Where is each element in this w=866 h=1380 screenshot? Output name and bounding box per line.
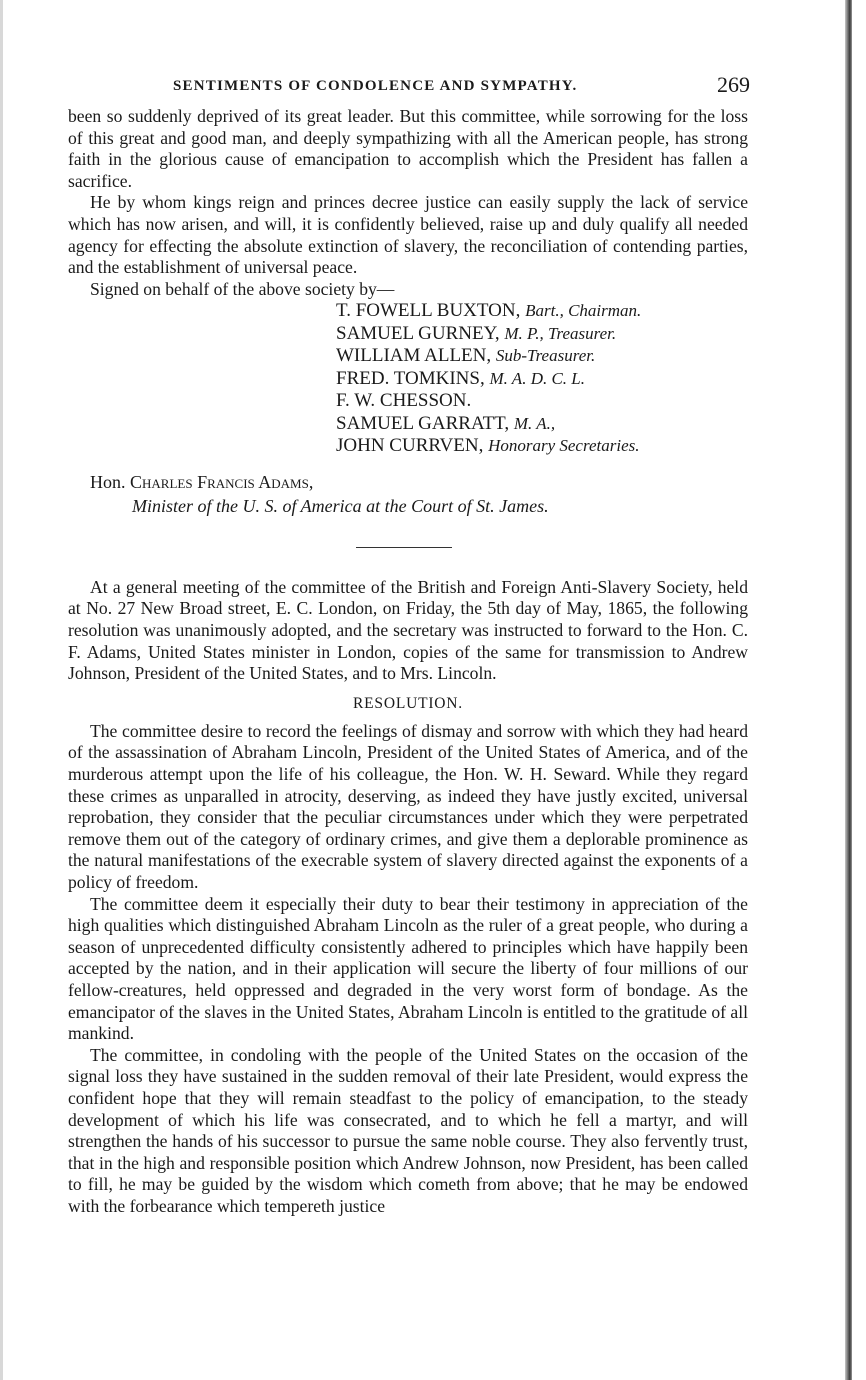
signatory-title: M. A.,	[513, 413, 556, 433]
signatory	[336, 323, 748, 346]
signatory	[336, 368, 748, 391]
signed-line: Signed on behalf of the above society by—	[90, 278, 395, 299]
recipient-prefix: Hon.	[90, 471, 126, 492]
section-divider	[356, 547, 452, 548]
resolution-heading: RESOLUTION.	[353, 694, 463, 712]
book-spine-edge	[845, 0, 852, 1380]
resolution-paragraph: The committee, in condoling with the people of the United States on the occasion of the signal loss they have sustained in the sudden removal of their late President, would express the confident hope that they will remain steadfast to the policy of emancipation, to the steady development of which his life was consecrated, and to which he fell a martyr, and will strengthen the hands of his successor to pursue the same noble course. They also fervently trust, that in the high and responsible position which Andrew Johnson, now President, has been called to fill, he may be guided by the wisdom which cometh from above; that he may be endowed with the forbearance which tempereth justice	[68, 1044, 748, 1216]
recipient-title: Minister of the U. S. of America at the Court of St. James.	[132, 495, 549, 516]
signatory-name: SAMUEL GURNEY,	[336, 322, 500, 344]
resolution-paragraph: The committee desire to record the feelings of dismay and sorrow with which they had heard of the assassination of Abraham Lincoln, President of the United States of America, and of the murderous attempt upon the life of his colleague, the Hon. W. H. Seward. While they regard these crimes as unparalled in atrocity, deserving, as indeed they have justly excited, universal reprobation, they consider that the peculiar circumstances under which they were perpetrated remove them out of the category of ordinary crimes, and give them a deplorable prominence as the natural manifestations of the execrable system of slavery directed against the exponents of a policy of freedom.	[68, 720, 748, 892]
signatory	[336, 413, 748, 436]
signatory	[336, 390, 748, 413]
resolution-paragraph: The committee deem it especially their duty to bear their testimony in appreciation of the high qualities which distinguished Abraham Lincoln as the ruler of a great people, who during a season of unprecedented difficulty consistently adhered to principles which have happily been accepted by the nation, and in their application will secure the liberty of four millions of our fellow-creatures, held oppressed and degraded in the very worst form of bondage. As the emancipator of the slaves in the United States, Abraham Lincoln is entitled to the gratitude of all mankind.	[68, 893, 748, 1044]
signatory-title: Bart., Chairman.	[525, 301, 642, 321]
meeting-intro: At a general meeting of the committee of the British and Foreign Anti-Slavery Society, held at No. 27 New Broad street, E. C. London, on Friday, the 5th day of May, 1865, the following resolution was unanimously adopted, and the secretary was instructed to forward to the Hon. C. F. Adams, United States minister in London, copies of the same for transmission to Andrew Johnson, President of the United States, and to Mrs. Lincoln.	[68, 576, 748, 684]
signatory-name: SAMUEL GARRATT,	[336, 412, 510, 434]
signatory	[336, 435, 748, 458]
page-header	[68, 72, 748, 106]
signatory-title: M. P., Treasurer.	[504, 323, 617, 343]
signatory-title: Honorary Secretaries.	[488, 436, 640, 456]
signatory-name: WILLIAM ALLEN,	[336, 345, 492, 367]
recipient-name: Charles Francis Adams,	[130, 471, 314, 492]
running-title: SENTIMENTS OF CONDOLENCE AND SYMPATHY.	[173, 78, 578, 94]
letter-continuation: been so suddenly deprived of its great leader. But this committee, while sorrowing for the loss of this great and good man, and deeply sympathizing with all the American people, has strong faith in the glorious cause of emancipation to accomplish which the President has fallen a sacrifice.	[68, 106, 748, 191]
letter-paragraph: He by whom kings reign and princes decree justice can easily supply the lack of service which has now arisen, and will, it is confidently believed, raise up and duly qualify all needed agency for effecting the absolute extinction of slavery, the reconciliation of contending parties, and the establishment of universal peace.	[68, 192, 748, 278]
recipient-line	[90, 470, 748, 494]
signatory-name: F. W. CHESSON.	[336, 390, 472, 412]
signatory-title: Sub-Treasurer.	[495, 346, 596, 366]
signatory	[336, 345, 748, 368]
page-left-edge	[0, 0, 3, 1380]
signatories-block	[336, 300, 748, 458]
signatory-title: M. A. D. C. L.	[489, 368, 586, 388]
book-page	[68, 72, 748, 1217]
page-number: 269	[717, 72, 750, 97]
signatory-name: FRED. TOMKINS,	[336, 367, 485, 389]
signatory-name: T. FOWELL BUXTON,	[336, 300, 521, 322]
signatory	[336, 300, 748, 323]
signatory-name: JOHN CURRVEN,	[336, 435, 484, 457]
